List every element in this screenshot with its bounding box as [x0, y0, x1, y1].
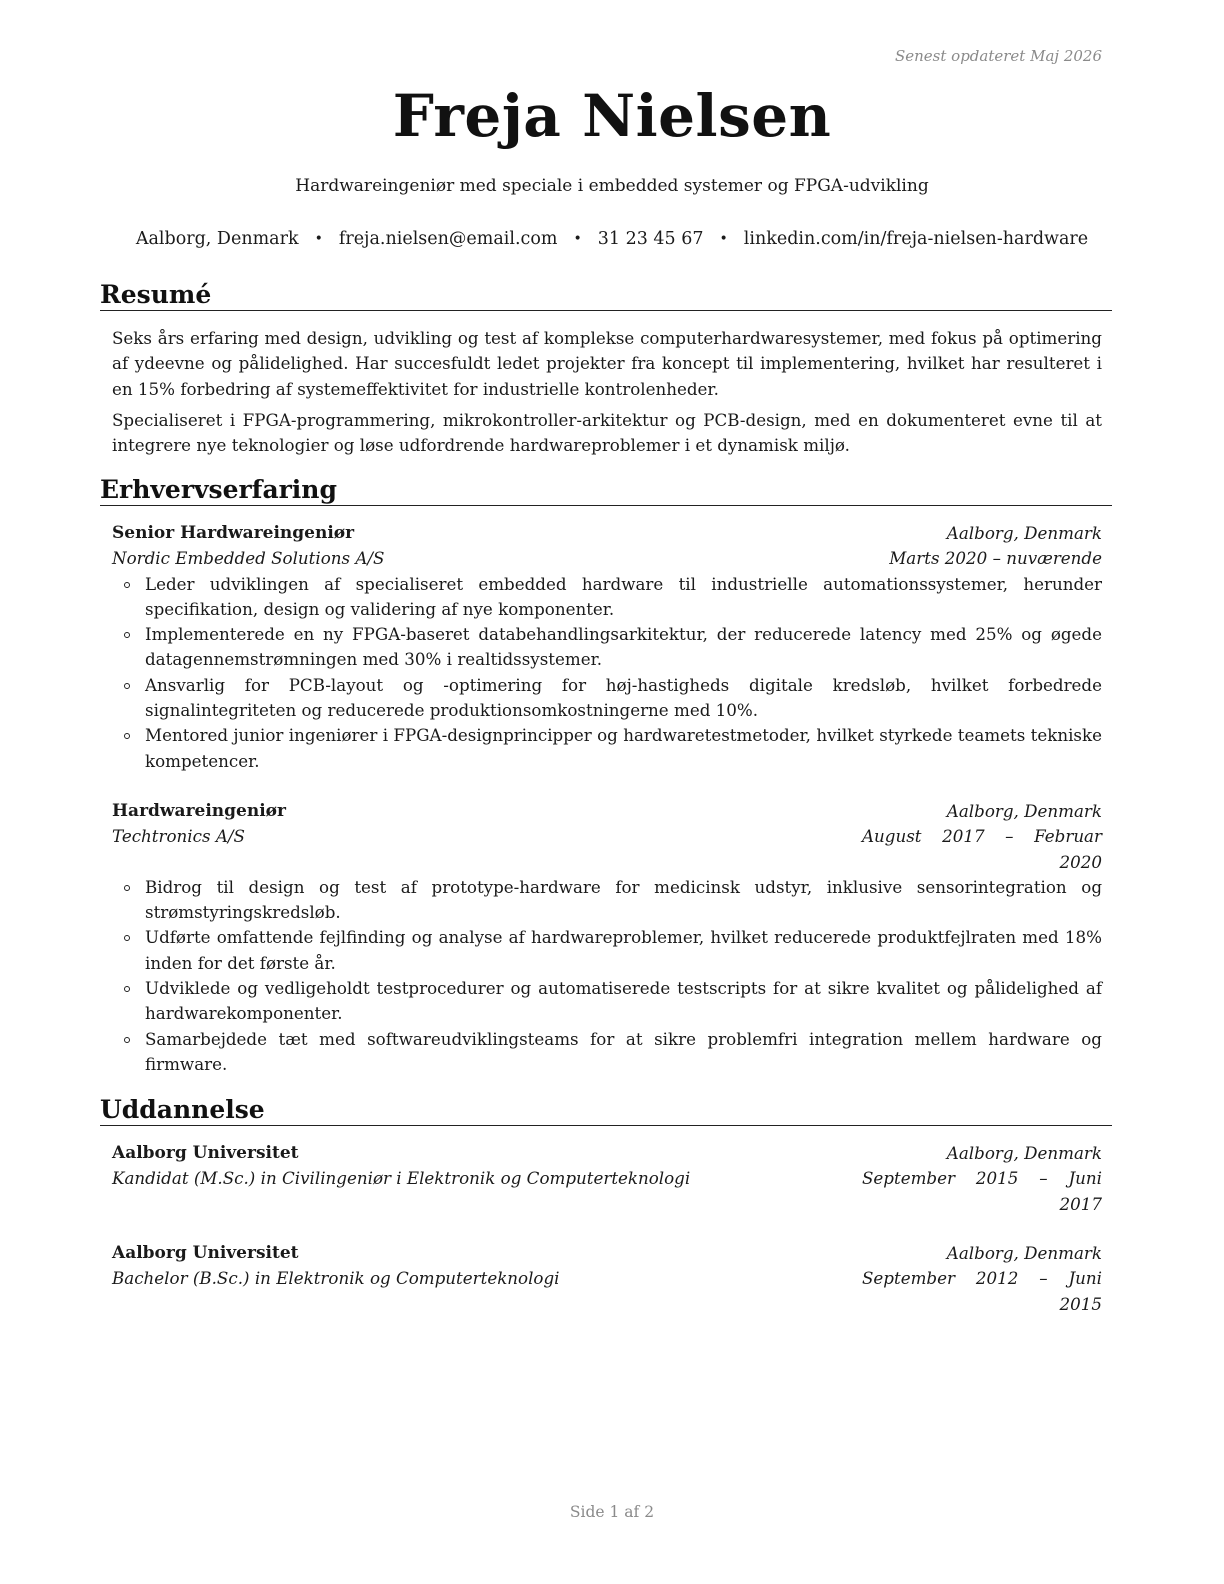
- school-name: Aalborg Universitet: [112, 1143, 299, 1163]
- degree-name: Bachelor (B.Sc.) in Elektronik og Computerteknologi: [112, 1268, 560, 1289]
- circle-bullet-icon: [124, 582, 130, 588]
- separator-dot: •: [573, 231, 582, 247]
- section-heading-experience: Erhvervserfaring: [100, 474, 1112, 506]
- contact-linkedin[interactable]: linkedin.com/in/freja-nielsen-hardware: [743, 229, 1089, 249]
- circle-bullet-icon: [124, 733, 130, 739]
- circle-bullet-icon: [124, 632, 130, 638]
- job-location: Aalborg, Denmark: [946, 523, 1102, 543]
- bullet-text: Bidrog til design og test af prototype-hardware for medicinsk udstyr, inklusive sensorintegration og strømstyringskredsløb.: [145, 876, 1102, 923]
- contact-email[interactable]: freja.nielsen@email.com: [338, 229, 558, 249]
- bullet-text: Samarbejdede tæt med softwareudviklingsteams for at sikre problemfri integration mellem hardware og firmware.: [145, 1028, 1102, 1074]
- bullet-text: Ansvarlig for PCB-layout og -optimering for høj-hastigheds digitale kredsløb, hvilket forbedrede signalintegriteten og reducerede produktionsomkostningerne med 10%.: [145, 674, 1102, 721]
- school-name: Aalborg Universitet: [112, 1243, 299, 1263]
- circle-bullet-icon: [124, 1037, 130, 1043]
- list-item: [112, 572, 1102, 623]
- circle-bullet-icon: [124, 935, 130, 941]
- job-company: Techtronics A/S: [112, 826, 245, 847]
- list-item: [112, 875, 1102, 926]
- summary-paragraph: Specialiseret i FPGA-programmering, mikrokontroller-arkitektur og PCB-design, med en dokumenteret evne til at integrere nye teknologier og løse udfordrende hardwareproblemer i et dynamisk miljø.: [112, 410, 1102, 456]
- job-dates: Marts 2020 – nuværende: [889, 548, 1102, 569]
- job-dates: August 2017 – Februar 2020: [862, 826, 1102, 872]
- separator-dot: •: [314, 231, 323, 247]
- bullet-text: Leder udviklingen af specialiseret embedded hardware til industrielle automationssystemer, herunder specifikation, design og validering af nye komponenter.: [145, 573, 1102, 619]
- contact-phone: 31 23 45 67: [597, 229, 704, 249]
- job-title: Hardwareingeniør: [112, 801, 286, 821]
- job-location: Aalborg, Denmark: [946, 801, 1102, 821]
- list-item: [112, 723, 1102, 774]
- bullet-text: Implementerede en ny FPGA-baseret databehandlingsarkitektur, der reducerede latency med 25% og øgede datagennemstrømningen med 30% i realtidssystemer.: [145, 624, 1102, 670]
- contact-location: Aalborg, Denmark: [135, 229, 299, 249]
- education-dates: September 2015 – Juni 2017: [862, 1168, 1102, 1214]
- list-item: [112, 673, 1102, 724]
- tagline: Hardwareingeniør med speciale i embedded systemer og FPGA-udvikling: [295, 176, 929, 196]
- education-entry: [112, 1141, 1102, 1217]
- circle-bullet-icon: [124, 986, 130, 992]
- job-bullet-list: [112, 875, 1102, 1077]
- contact-line: [0, 229, 1224, 249]
- job-bullet-list: [112, 572, 1102, 774]
- degree-name: Kandidat (M.Sc.) in Civilingeniør i Elektronik og Computerteknologi: [112, 1168, 691, 1189]
- page-number: Side 1 af 2: [569, 1503, 655, 1521]
- list-item: [112, 925, 1102, 976]
- bullet-text: Udførte omfattende fejlfinding og analyse af hardwareproblemer, hvilket reducerede produktfejlraten med 18% inden for det første år.: [145, 927, 1102, 973]
- circle-bullet-icon: [124, 683, 130, 689]
- separator-dot: •: [719, 231, 728, 247]
- last-updated: Senest opdateret Maj 2026: [894, 47, 1102, 65]
- job-title: Senior Hardwareingeniør: [112, 523, 355, 543]
- section-heading-education: Uddannelse: [100, 1094, 1112, 1126]
- education-entry: [112, 1241, 1102, 1317]
- summary-paragraph: Seks års erfaring med design, udvikling og test af komplekse computerhardwaresystemer, med fokus på optimering af ydeevne og pålidelighed. Har succesfuldt ledet projekter fra koncept til implementering, hvilket har resulteret i en 15% forbedring af systemeffektivitet for industrielle kontrolenheder.: [112, 328, 1102, 399]
- list-item: [112, 622, 1102, 673]
- education-dates: September 2012 – Juni 2015: [862, 1268, 1102, 1314]
- section-heading-summary: Resumé: [100, 279, 1112, 311]
- job-entry: [112, 799, 1102, 1077]
- list-item: [112, 1027, 1102, 1078]
- list-item: [112, 976, 1102, 1027]
- candidate-name: Freja Nielsen: [392, 82, 832, 150]
- bullet-text: Udviklede og vedligeholdt testprocedurer og automatiserede testscripts for at sikre kvalitet og pålidelighed af hardwarekomponenter.: [145, 978, 1102, 1024]
- job-entry: [112, 521, 1102, 774]
- circle-bullet-icon: [124, 885, 130, 891]
- school-location: Aalborg, Denmark: [946, 1143, 1102, 1163]
- bullet-text: Mentored junior ingeniører i FPGA-designprincipper og hardwaretestmetoder, hvilket styrkede teamets tekniske kompetencer.: [145, 725, 1102, 771]
- school-location: Aalborg, Denmark: [946, 1243, 1102, 1263]
- job-company: Nordic Embedded Solutions A/S: [112, 548, 385, 569]
